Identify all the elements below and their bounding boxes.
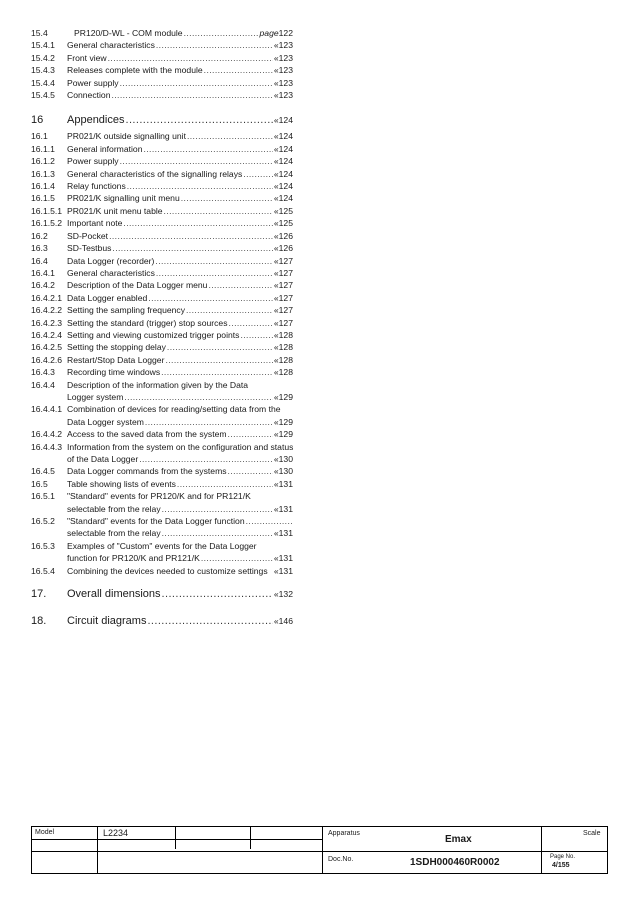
leader-dots	[184, 27, 259, 39]
leader-dots	[164, 205, 273, 217]
toc-page-prefix: «	[273, 193, 279, 204]
toc-number: 16.4.3	[31, 367, 55, 378]
toc-page-prefix: «	[273, 168, 279, 179]
toc-entry	[31, 515, 293, 527]
toc-title: Combination of devices for reading/setting data from the	[67, 404, 281, 415]
toc-title: Data Logger enabled	[67, 292, 148, 303]
toc-number: 16.4.2.1	[31, 292, 63, 303]
toc-entry	[31, 341, 293, 353]
leader-dots	[187, 130, 273, 142]
toc-number: 15.4.4	[31, 77, 55, 88]
leader-dots	[204, 64, 273, 76]
toc-title: Setting the stopping delay	[67, 342, 166, 353]
toc-title: Recording time windows	[67, 367, 161, 378]
toc-number: 17.	[31, 588, 47, 601]
toc-title: Data Logger system	[67, 416, 144, 427]
toc-page-prefix: «	[273, 181, 279, 192]
toc-number: 16.1	[31, 131, 48, 142]
toc-entry	[31, 565, 293, 577]
leader-dots	[112, 242, 272, 254]
toc-page-number: 129	[278, 391, 293, 402]
leader-dots	[127, 180, 273, 192]
toc-page-number: 127	[278, 305, 293, 316]
toc-number: 16.4.2.5	[31, 342, 63, 353]
toc-page-number: 125	[278, 218, 293, 229]
toc-entry	[31, 503, 293, 515]
toc-page-prefix: «	[273, 131, 279, 142]
toc-entry	[31, 267, 293, 279]
toc-title: Access to the saved data from the system	[67, 429, 227, 440]
leader-dots	[243, 168, 273, 180]
toc-entry	[31, 614, 293, 629]
toc-page-prefix: «	[273, 367, 279, 378]
toc-page-prefix: «	[273, 478, 279, 489]
leader-dots	[240, 329, 272, 341]
toc-title: Front view	[67, 52, 107, 63]
toc-entry	[31, 391, 293, 403]
toc-page-prefix: «	[273, 429, 279, 440]
toc-page-prefix: «	[273, 416, 279, 427]
toc-page-number: 129	[278, 429, 293, 440]
toc-title: Data Logger commands from the systems	[67, 466, 227, 477]
toc-title: Setting the sampling frequency	[67, 305, 185, 316]
toc-entry	[31, 441, 293, 453]
toc-number: 16.4.4.2	[31, 429, 63, 440]
toc-number: 16.1.5.1	[31, 205, 63, 216]
toc-entry	[31, 552, 293, 564]
toc-page-number: 123	[278, 65, 293, 76]
toc-number: 16.4.1	[31, 267, 55, 278]
toc-page-prefix: «	[273, 616, 279, 627]
toc-entry	[31, 279, 293, 291]
toc-page-number: 131	[278, 503, 293, 514]
toc-entry	[31, 217, 293, 229]
toc-title: Releases complete with the module	[67, 65, 203, 76]
leader-dots	[161, 366, 273, 378]
model-value: L2234	[103, 828, 129, 838]
toc-entry	[31, 155, 293, 167]
toc-page-number: 126	[278, 243, 293, 254]
leader-dots	[228, 428, 273, 440]
toc-page-prefix: «	[273, 342, 279, 353]
scale-label: Scale	[583, 830, 601, 837]
leader-dots	[181, 192, 273, 204]
toc-page-number: 124	[278, 131, 293, 142]
toc-entry	[31, 113, 293, 128]
toc-number: 16	[31, 114, 44, 127]
toc-page-number: 124	[278, 115, 293, 126]
toc-page-prefix: «	[273, 503, 279, 514]
toc-entry	[31, 416, 293, 428]
toc-page-prefix: «	[273, 205, 279, 216]
toc-number: 16.5.3	[31, 540, 55, 551]
leader-dots	[155, 255, 272, 267]
toc-page-number: 131	[278, 553, 293, 564]
apparatus-label: Apparatus	[328, 830, 360, 837]
toc-entry	[31, 143, 293, 155]
toc-page-number: 128	[278, 367, 293, 378]
toc-page-number: 124	[278, 143, 293, 154]
toc-number: 16.2	[31, 230, 48, 241]
toc-entry	[31, 587, 293, 602]
toc-page-number: 123	[278, 52, 293, 63]
toc-page-prefix: «	[273, 65, 279, 76]
toc-entry	[31, 77, 293, 89]
toc-title: selectable from the relay	[67, 528, 161, 539]
leader-dots	[229, 317, 273, 329]
toc-number: 15.4.5	[31, 90, 55, 101]
toc-number: 16.4.2.2	[31, 305, 63, 316]
toc-number: 16.1.1	[31, 143, 55, 154]
toc-entry	[31, 540, 293, 552]
toc-number: 16.1.2	[31, 156, 55, 167]
toc-title: Setting and viewing customized trigger points	[67, 329, 240, 340]
toc-entry	[31, 304, 293, 316]
leader-dots	[124, 391, 273, 403]
leader-dots	[148, 292, 273, 304]
toc-number: 15.4	[31, 28, 48, 38]
toc-page-prefix: «	[273, 329, 279, 340]
toc-entry	[31, 317, 293, 329]
toc-page-number: 130	[278, 454, 293, 464]
toc-entry	[31, 168, 293, 180]
leader-dots	[109, 230, 273, 242]
toc-page-prefix: «	[273, 317, 279, 328]
toc-number: 16.4	[31, 255, 48, 266]
toc-page-number: 127	[278, 255, 293, 266]
toc-entry	[31, 242, 293, 254]
toc-entry	[31, 428, 293, 440]
toc-entry	[31, 64, 293, 76]
toc-entry	[31, 329, 293, 341]
toc-page-prefix: «	[273, 52, 279, 63]
toc-title: Power supply	[67, 77, 119, 88]
leader-dots	[246, 515, 293, 527]
toc-title: SD-Pocket	[67, 230, 109, 241]
leader-dots	[139, 453, 273, 465]
toc-title: Circuit diagrams	[67, 615, 147, 628]
toc-number: 16.3	[31, 243, 48, 254]
toc-number: 16.4.4.3	[31, 441, 63, 452]
toc-page-prefix: «	[273, 156, 279, 167]
toc-page-prefix: «	[273, 454, 279, 464]
toc-entry	[31, 527, 293, 539]
toc-title: Logger system	[67, 391, 124, 402]
toc-entry	[31, 255, 293, 267]
toc-title: Connection	[67, 90, 111, 101]
toc-title: PR120/D-WL - COM module	[74, 28, 183, 38]
toc-page-prefix: «	[273, 218, 279, 229]
toc-page-number: 128	[278, 329, 293, 340]
model-label: Model	[35, 829, 55, 836]
leader-dots	[208, 279, 272, 291]
toc-page-prefix: «	[273, 230, 279, 241]
toc-title: Information from the system on the configuration and status	[67, 441, 293, 452]
toc-entry	[31, 465, 293, 477]
toc-entry	[31, 130, 293, 142]
leader-dots	[147, 614, 272, 629]
toc-title: General information	[67, 143, 143, 154]
toc-title: function for PR120/K and PR121/K	[67, 553, 200, 564]
toc-entry	[31, 354, 293, 366]
toc-title: Setting the standard (trigger) stop sources	[67, 317, 228, 328]
toc-number: 15.4.3	[31, 65, 55, 76]
toc-page-prefix: «	[273, 280, 279, 291]
leader-dots	[165, 354, 272, 366]
toc-title: PR021/K signalling unit menu	[67, 193, 180, 204]
leader-dots	[123, 217, 272, 229]
toc-page-number: 127	[278, 317, 293, 328]
leader-dots	[145, 416, 273, 428]
toc-title: Restart/Stop Data Logger	[67, 354, 165, 365]
toc-number: 16.1.5.2	[31, 218, 63, 229]
toc-page-prefix: «	[273, 391, 279, 402]
toc-entry	[31, 89, 293, 101]
toc-title: Examples of "Custom" events for the Data Logger	[67, 540, 257, 551]
toc-page-prefix: page	[259, 28, 279, 38]
toc-page-number: 127	[278, 280, 293, 291]
toc-page-number: 127	[278, 292, 293, 303]
toc-page-number: 131	[278, 528, 293, 539]
toc-title: Appendices	[67, 114, 125, 127]
toc-title: PR021/K unit menu table	[67, 205, 163, 216]
leader-dots	[162, 527, 273, 539]
leader-dots	[143, 143, 272, 155]
toc-number: 16.4.2.3	[31, 317, 63, 328]
toc-page-number: 131	[278, 478, 293, 489]
toc-title: General characteristics of the signalling relays	[67, 168, 243, 179]
toc-page-prefix: «	[273, 589, 279, 600]
toc-number: 16.1.4	[31, 181, 55, 192]
leader-dots	[126, 113, 273, 128]
toc-entry	[31, 39, 293, 51]
toc-page-number: 127	[278, 267, 293, 278]
toc-entry	[31, 366, 293, 378]
toc-page-prefix: «	[273, 553, 279, 564]
toc-page-prefix: «	[273, 255, 279, 266]
toc-page-number: 124	[278, 193, 293, 204]
toc-number: 16.4.4.1	[31, 404, 63, 415]
toc-page-prefix: «	[273, 90, 279, 101]
toc-title: of the Data Logger	[67, 454, 139, 464]
toc-page-number: 125	[278, 205, 293, 216]
toc-number: 18.	[31, 615, 47, 628]
toc-number: 16.4.4	[31, 379, 55, 390]
toc-title: PR021/K outside signalling unit	[67, 131, 186, 142]
leader-dots	[111, 89, 272, 101]
toc-number: 16.4.2	[31, 280, 55, 291]
toc-page-number: 126	[278, 230, 293, 241]
toc-number: 16.5.2	[31, 516, 55, 527]
toc-entry	[31, 27, 293, 39]
toc-entry	[31, 205, 293, 217]
leader-dots	[120, 77, 273, 89]
toc-page-prefix: «	[273, 77, 279, 88]
apparatus-value: Emax	[445, 834, 472, 845]
toc-title: Description of the Data Logger menu	[67, 280, 208, 291]
toc-page-prefix: «	[273, 565, 279, 576]
toc-title: selectable from the relay	[67, 503, 161, 514]
toc-page-prefix: «	[273, 115, 279, 126]
toc-page-number: 146	[278, 616, 293, 627]
table-of-contents	[31, 27, 293, 631]
toc-page-prefix: «	[273, 354, 279, 365]
toc-number: 16.1.5	[31, 193, 55, 204]
leader-dots	[186, 304, 273, 316]
toc-title: Important note	[67, 218, 123, 229]
toc-number: 15.4.2	[31, 52, 55, 63]
pageno-value: 4/155	[552, 862, 570, 869]
leader-dots	[156, 267, 273, 279]
toc-entry	[31, 478, 293, 490]
toc-page-number: 123	[278, 90, 293, 101]
toc-title: Description of the information given by the Data	[67, 379, 249, 390]
docno-value: 1SDH000460R0002	[410, 857, 500, 868]
toc-page-number: 131	[278, 565, 293, 576]
docno-label: Doc.No.	[328, 856, 354, 863]
toc-page-prefix: «	[273, 528, 279, 539]
toc-page-prefix: «	[273, 305, 279, 316]
toc-title: Table showing lists of events	[67, 478, 176, 489]
toc-number: 16.1.3	[31, 168, 55, 179]
leader-dots	[162, 503, 273, 515]
toc-page-number: 124	[278, 168, 293, 179]
leader-dots	[201, 552, 273, 564]
toc-page-prefix: «	[273, 143, 279, 154]
toc-title: Relay functions	[67, 181, 126, 192]
toc-title: Combining the devices needed to customize settings	[67, 565, 268, 576]
toc-title: General characteristics	[67, 40, 155, 51]
toc-entry	[31, 379, 293, 391]
leader-dots	[162, 587, 273, 602]
toc-page-number: 122	[278, 28, 293, 38]
toc-page-prefix: «	[273, 243, 279, 254]
leader-dots	[108, 52, 273, 64]
toc-number: 16.5.4	[31, 565, 55, 576]
toc-title: SD-Testbus	[67, 243, 112, 254]
toc-page-number: 123	[278, 40, 293, 51]
toc-number: 15.4.1	[31, 40, 55, 51]
leader-dots	[120, 155, 273, 167]
toc-page-prefix: «	[273, 466, 279, 477]
toc-entry	[31, 292, 293, 304]
toc-entry	[31, 52, 293, 64]
leader-dots	[156, 39, 273, 51]
toc-page-number: 124	[278, 156, 293, 167]
toc-page-number: 130	[278, 466, 293, 477]
toc-number: 16.4.2.4	[31, 329, 63, 340]
toc-page-number: 123	[278, 77, 293, 88]
toc-page-prefix: «	[273, 267, 279, 278]
toc-title: "Standard" events for the Data Logger function	[67, 516, 245, 527]
leader-dots	[177, 478, 273, 490]
toc-entry	[31, 192, 293, 204]
toc-entry	[31, 403, 293, 415]
leader-dots	[228, 465, 273, 477]
toc-number: 16.5.1	[31, 491, 55, 502]
toc-title: Overall dimensions	[67, 588, 161, 601]
toc-title: General characteristics	[67, 267, 155, 278]
toc-number: 16.5	[31, 478, 48, 489]
toc-page-number: 124	[278, 181, 293, 192]
toc-page-number: 132	[278, 589, 293, 600]
toc-entry	[31, 490, 293, 502]
toc-page-prefix: «	[273, 40, 279, 51]
toc-entry	[31, 180, 293, 192]
toc-title: Power supply	[67, 156, 119, 167]
title-block	[31, 826, 608, 874]
toc-page-prefix: «	[273, 292, 279, 303]
toc-page-number: 128	[278, 342, 293, 353]
toc-title: "Standard" events for PR120/K and for PR121/K	[67, 491, 251, 502]
toc-entry	[31, 230, 293, 242]
toc-page-number: 129	[278, 416, 293, 427]
toc-title: Data Logger (recorder)	[67, 255, 155, 266]
toc-page-number: 128	[278, 354, 293, 365]
pageno-label: Page No.	[550, 854, 576, 860]
toc-number: 16.4.5	[31, 466, 55, 477]
toc-entry	[31, 453, 293, 465]
toc-number: 16.4.2.6	[31, 354, 63, 365]
leader-dots	[167, 341, 273, 353]
